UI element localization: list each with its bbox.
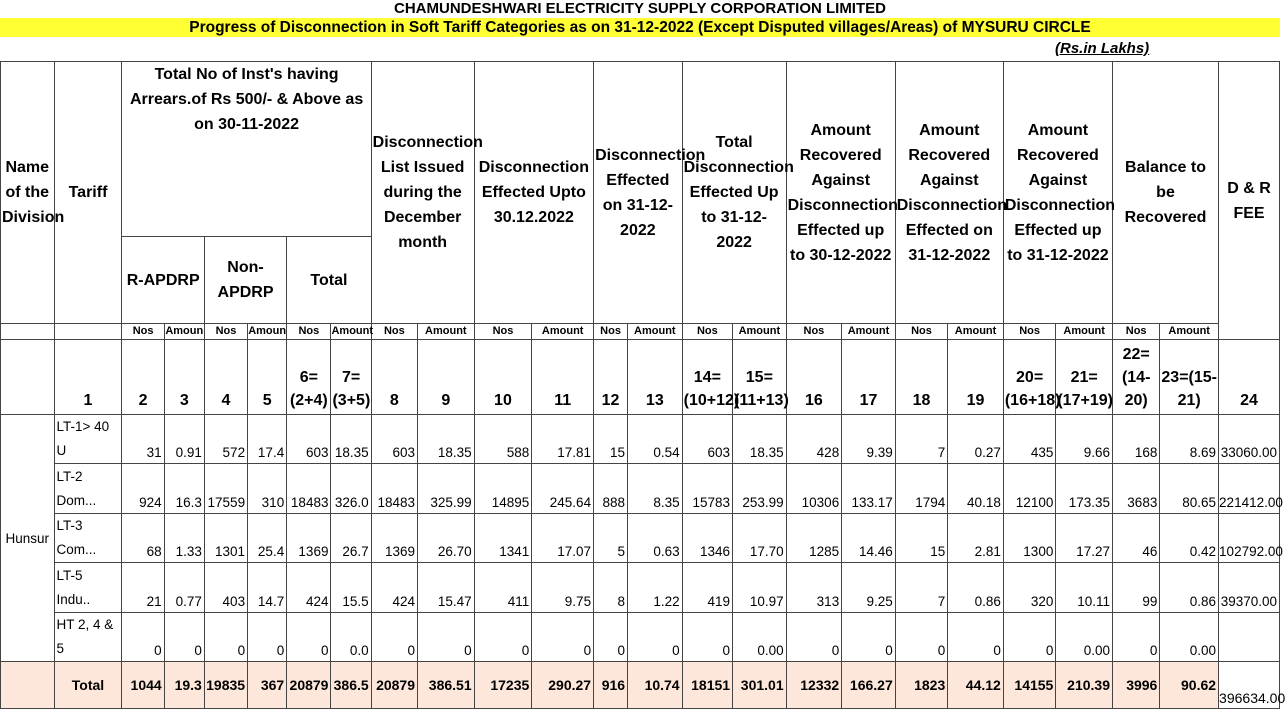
value-cell: 15.5 <box>331 563 371 613</box>
colnum: 24 <box>1219 340 1280 415</box>
sub-nos: Nos <box>682 324 732 340</box>
value-cell: 39370.00 <box>1219 563 1280 613</box>
value-cell: 17.07 <box>532 514 594 563</box>
value-cell: 9.39 <box>842 415 896 464</box>
sub-nos: Nos <box>594 324 628 340</box>
value-cell: 46 <box>1112 514 1159 563</box>
value-cell: 424 <box>287 563 331 613</box>
header-nonapdrp: Non-APDRP <box>204 237 286 324</box>
tariff-cell: LT-3 Com... <box>54 514 122 563</box>
colnum: 11 <box>532 340 594 415</box>
colnum: 8 <box>371 340 417 415</box>
value-cell: 0 <box>1112 613 1159 662</box>
tariff-cell: HT 2, 4 & 5 <box>54 613 122 662</box>
value-cell: 102792.00 <box>1219 514 1280 563</box>
value-cell: 17.70 <box>733 514 787 563</box>
value-cell: 9.66 <box>1056 415 1113 464</box>
value-cell: 428 <box>786 415 842 464</box>
colnum: 9 <box>418 340 475 415</box>
value-cell: 1794 <box>895 464 948 514</box>
colnum: 17 <box>842 340 896 415</box>
header-row-1 <box>1 62 1280 237</box>
value-cell: 40.18 <box>948 464 1004 514</box>
total-value-cell: 18151 <box>682 662 732 709</box>
table-row <box>1 415 1280 464</box>
value-cell: 572 <box>204 415 247 464</box>
value-cell: 133.17 <box>842 464 896 514</box>
sub-amount: Amount <box>948 324 1004 340</box>
report-title: CHAMUNDESHWARI ELECTRICITY SUPPLY CORPORATION LIMITED <box>394 0 886 17</box>
value-cell: 253.99 <box>733 464 787 514</box>
total-value-cell: 1044 <box>122 662 164 709</box>
value-cell: 99 <box>1112 563 1159 613</box>
value-cell: 0.00 <box>733 613 787 662</box>
value-cell: 0.27 <box>948 415 1004 464</box>
sub-amount: Amount <box>418 324 475 340</box>
value-cell: 0 <box>371 613 417 662</box>
value-cell: 8 <box>594 563 628 613</box>
value-cell: 173.35 <box>1056 464 1113 514</box>
value-cell: 419 <box>682 563 732 613</box>
total-value-cell: 20879 <box>287 662 331 709</box>
value-cell: 403 <box>204 563 247 613</box>
tariff-cell: LT-5 Indu.. <box>54 563 122 613</box>
value-cell: 14.7 <box>248 563 287 613</box>
value-cell: 18.35 <box>733 415 787 464</box>
value-cell: 0 <box>682 613 732 662</box>
value-cell: 10.97 <box>733 563 787 613</box>
total-value-cell: 20879 <box>371 662 417 709</box>
colnum: 19 <box>948 340 1004 415</box>
total-value-cell: 19.3 <box>164 662 204 709</box>
value-cell: 588 <box>474 415 532 464</box>
value-cell: 7 <box>895 415 948 464</box>
total-value-cell: 19835 <box>204 662 247 709</box>
colnum: 18 <box>895 340 948 415</box>
total-fee-cell: 396634.00 <box>1219 662 1280 709</box>
value-cell: 603 <box>682 415 732 464</box>
value-cell: 0 <box>164 613 204 662</box>
total-value-cell: 3996 <box>1112 662 1159 709</box>
value-cell: 435 <box>1003 415 1056 464</box>
sub-amount: Amount <box>1160 324 1219 340</box>
value-cell: 0.86 <box>1160 563 1219 613</box>
units-label: (Rs.in Lakhs) <box>1055 40 1150 57</box>
value-cell: 16.3 <box>164 464 204 514</box>
total-value-cell: 17235 <box>474 662 532 709</box>
value-cell: 26.7 <box>331 514 371 563</box>
value-cell: 8.69 <box>1160 415 1219 464</box>
header-balance: Balance to be Recovered <box>1112 62 1218 324</box>
total-value-cell: 10.74 <box>628 662 683 709</box>
sub-nos: Nos <box>474 324 532 340</box>
sub-nos: Nos <box>895 324 948 340</box>
value-cell: 245.64 <box>532 464 594 514</box>
total-value-cell: 290.27 <box>532 662 594 709</box>
total-value-cell: 301.01 <box>733 662 787 709</box>
column-number-row <box>1 340 1280 415</box>
value-cell: 14.46 <box>842 514 896 563</box>
colnum: 2 <box>122 340 164 415</box>
header-disc-list: Disconnection List Issued during the December month <box>371 62 474 324</box>
total-row <box>1 662 1280 709</box>
value-cell: 68 <box>122 514 164 563</box>
value-cell: 1346 <box>682 514 732 563</box>
disconnection-table <box>0 61 1285 709</box>
value-cell: 1301 <box>204 514 247 563</box>
sub-nos: Nos <box>1112 324 1159 340</box>
header-total-inst: Total No of Inst's having Arrears.of Rs 500/- & Above as on 30-11-2022 <box>122 62 371 237</box>
sub-amount: Amount <box>532 324 594 340</box>
value-cell: 17559 <box>204 464 247 514</box>
table-row <box>1 613 1280 662</box>
colnum: 14=(10+12) <box>682 340 732 415</box>
colnum: 3 <box>164 340 204 415</box>
value-cell: 0.54 <box>628 415 683 464</box>
value-cell: 0 <box>204 613 247 662</box>
colnum: 16 <box>786 340 842 415</box>
value-cell: 0 <box>287 613 331 662</box>
value-cell: 320 <box>1003 563 1056 613</box>
value-cell: 15 <box>594 415 628 464</box>
value-cell: 31 <box>122 415 164 464</box>
value-cell: 17.4 <box>248 415 287 464</box>
total-value-cell: 166.27 <box>842 662 896 709</box>
value-cell: 18.35 <box>418 415 475 464</box>
value-cell: 0.42 <box>1160 514 1219 563</box>
value-cell <box>1219 613 1280 662</box>
header-amt-rec-total: Amount Recovered Against Disconnection Effected up to 31-12-2022 <box>1003 62 1112 324</box>
total-value-cell: 14155 <box>1003 662 1056 709</box>
value-cell: 0 <box>248 613 287 662</box>
header-row-subcols <box>1 324 1280 340</box>
total-value-cell: 386.51 <box>418 662 475 709</box>
division-cell: Hunsur <box>1 415 55 662</box>
colnum: 15=(11+13) <box>733 340 787 415</box>
header-tariff: Tariff <box>54 62 122 324</box>
value-cell: 326.0 <box>331 464 371 514</box>
value-cell: 0 <box>842 613 896 662</box>
total-value-cell: 44.12 <box>948 662 1004 709</box>
total-value-cell: 90.62 <box>1160 662 1219 709</box>
value-cell: 25.4 <box>248 514 287 563</box>
colnum: 6=(2+4) <box>287 340 331 415</box>
value-cell: 10.11 <box>1056 563 1113 613</box>
value-cell: 0.77 <box>164 563 204 613</box>
value-cell: 325.99 <box>418 464 475 514</box>
value-cell: 0 <box>948 613 1004 662</box>
value-cell: 18483 <box>287 464 331 514</box>
value-cell: 924 <box>122 464 164 514</box>
value-cell: 0 <box>1003 613 1056 662</box>
header-dr-fee: D & R FEE <box>1219 62 1280 340</box>
value-cell: 0 <box>532 613 594 662</box>
sub-amount: Amount <box>1056 324 1113 340</box>
table-row <box>1 514 1280 563</box>
sub-amount: Amount <box>628 324 683 340</box>
sub-nos: Nos <box>371 324 417 340</box>
header-disc-effected-upto: Disconnection Effected Upto 30.12.2022 <box>474 62 593 324</box>
value-cell: 1300 <box>1003 514 1056 563</box>
sub-nos: Nos <box>204 324 247 340</box>
value-cell: 8.35 <box>628 464 683 514</box>
value-cell: 221412.00 <box>1219 464 1280 514</box>
value-cell: 1285 <box>786 514 842 563</box>
value-cell: 26.70 <box>418 514 475 563</box>
value-cell: 0.86 <box>948 563 1004 613</box>
sub-amount: Amount <box>842 324 896 340</box>
total-label: Total <box>54 662 122 709</box>
colnum: 20=(16+18) <box>1003 340 1056 415</box>
value-cell: 80.65 <box>1160 464 1219 514</box>
header-disc-effected-on: Disconnection Effected on 31-12-2022 <box>594 62 683 324</box>
tariff-cell: LT-1> 40 U <box>54 415 122 464</box>
value-cell: 603 <box>287 415 331 464</box>
value-cell: 3683 <box>1112 464 1159 514</box>
value-cell: 0 <box>418 613 475 662</box>
value-cell: 888 <box>594 464 628 514</box>
value-cell: 5 <box>594 514 628 563</box>
colnum: 5 <box>248 340 287 415</box>
colnum: 23=(15-21) <box>1160 340 1219 415</box>
value-cell: 0 <box>786 613 842 662</box>
colnum: 22=(14-20) <box>1112 340 1159 415</box>
value-cell: 0.63 <box>628 514 683 563</box>
value-cell: 14895 <box>474 464 532 514</box>
colnum-blank <box>1 340 55 415</box>
value-cell: 2.81 <box>948 514 1004 563</box>
value-cell: 0 <box>628 613 683 662</box>
value-cell: 9.25 <box>842 563 896 613</box>
table-row <box>1 464 1280 514</box>
sub-amount: Amoun <box>248 324 287 340</box>
value-cell: 0 <box>122 613 164 662</box>
value-cell: 17.27 <box>1056 514 1113 563</box>
value-cell: 21 <box>122 563 164 613</box>
report-subtitle: Progress of Disconnection in Soft Tariff Categories as on 31-12-2022 (Except Disputed villages/Areas) of MYSURU CIRCLE <box>0 18 1280 37</box>
table-row <box>1 563 1280 613</box>
value-cell: 0 <box>474 613 532 662</box>
value-cell: 310 <box>248 464 287 514</box>
value-cell: 0.00 <box>1160 613 1219 662</box>
value-cell: 9.75 <box>532 563 594 613</box>
total-value-cell: 367 <box>248 662 287 709</box>
sub-nos: Nos <box>1003 324 1056 340</box>
value-cell: 0.0 <box>331 613 371 662</box>
tariff-cell: LT-2 Dom... <box>54 464 122 514</box>
value-cell: 1369 <box>371 514 417 563</box>
header-division: Name of the Division <box>1 62 55 324</box>
sub-blank <box>54 324 122 340</box>
sub-nos: Nos <box>287 324 331 340</box>
sub-amount: Amoun <box>164 324 204 340</box>
colnum: 13 <box>628 340 683 415</box>
value-cell: 7 <box>895 563 948 613</box>
value-cell: 15 <box>895 514 948 563</box>
total-value-cell: 916 <box>594 662 628 709</box>
sub-nos: Nos <box>786 324 842 340</box>
value-cell: 15.47 <box>418 563 475 613</box>
total-value-cell: 12332 <box>786 662 842 709</box>
header-amt-rec-on: Amount Recovered Against Disconnection Effected on 31-12-2022 <box>895 62 1003 324</box>
value-cell: 1369 <box>287 514 331 563</box>
value-cell: 0.91 <box>164 415 204 464</box>
total-value-cell: 1823 <box>895 662 948 709</box>
colnum: 21=(17+19) <box>1056 340 1113 415</box>
value-cell: 18483 <box>371 464 417 514</box>
value-cell: 0 <box>594 613 628 662</box>
value-cell: 33060.00 <box>1219 415 1280 464</box>
value-cell: 0.00 <box>1056 613 1113 662</box>
colnum: 10 <box>474 340 532 415</box>
value-cell: 10306 <box>786 464 842 514</box>
colnum: 12 <box>594 340 628 415</box>
total-value-cell: 210.39 <box>1056 662 1113 709</box>
value-cell: 1.22 <box>628 563 683 613</box>
value-cell: 12100 <box>1003 464 1056 514</box>
value-cell: 424 <box>371 563 417 613</box>
colnum: 4 <box>204 340 247 415</box>
value-cell: 18.35 <box>331 415 371 464</box>
header-rapdrp: R-APDRP <box>122 237 204 324</box>
colnum: 1 <box>54 340 122 415</box>
value-cell: 168 <box>1112 415 1159 464</box>
value-cell: 603 <box>371 415 417 464</box>
value-cell: 0 <box>895 613 948 662</box>
value-cell: 17.81 <box>532 415 594 464</box>
data-body <box>1 415 1285 709</box>
value-cell: 1.33 <box>164 514 204 563</box>
value-cell: 313 <box>786 563 842 613</box>
value-cell: 411 <box>474 563 532 613</box>
value-cell: 1341 <box>474 514 532 563</box>
header-amt-rec-upto: Amount Recovered Against Disconnection Effected up to 30-12-2022 <box>786 62 895 324</box>
header-total-disc: Total Disconnection Effected Up to 31-12-2022 <box>682 62 786 324</box>
header-total: Total <box>287 237 371 324</box>
total-value-cell: 386.5 <box>331 662 371 709</box>
total-blank-cell <box>1 662 55 709</box>
sub-nos: Nos <box>122 324 164 340</box>
colnum: 7=(3+5) <box>331 340 371 415</box>
sub-amount: Amount <box>331 324 371 340</box>
sub-amount: Amount <box>733 324 787 340</box>
sub-blank <box>1 324 55 340</box>
value-cell: 15783 <box>682 464 732 514</box>
